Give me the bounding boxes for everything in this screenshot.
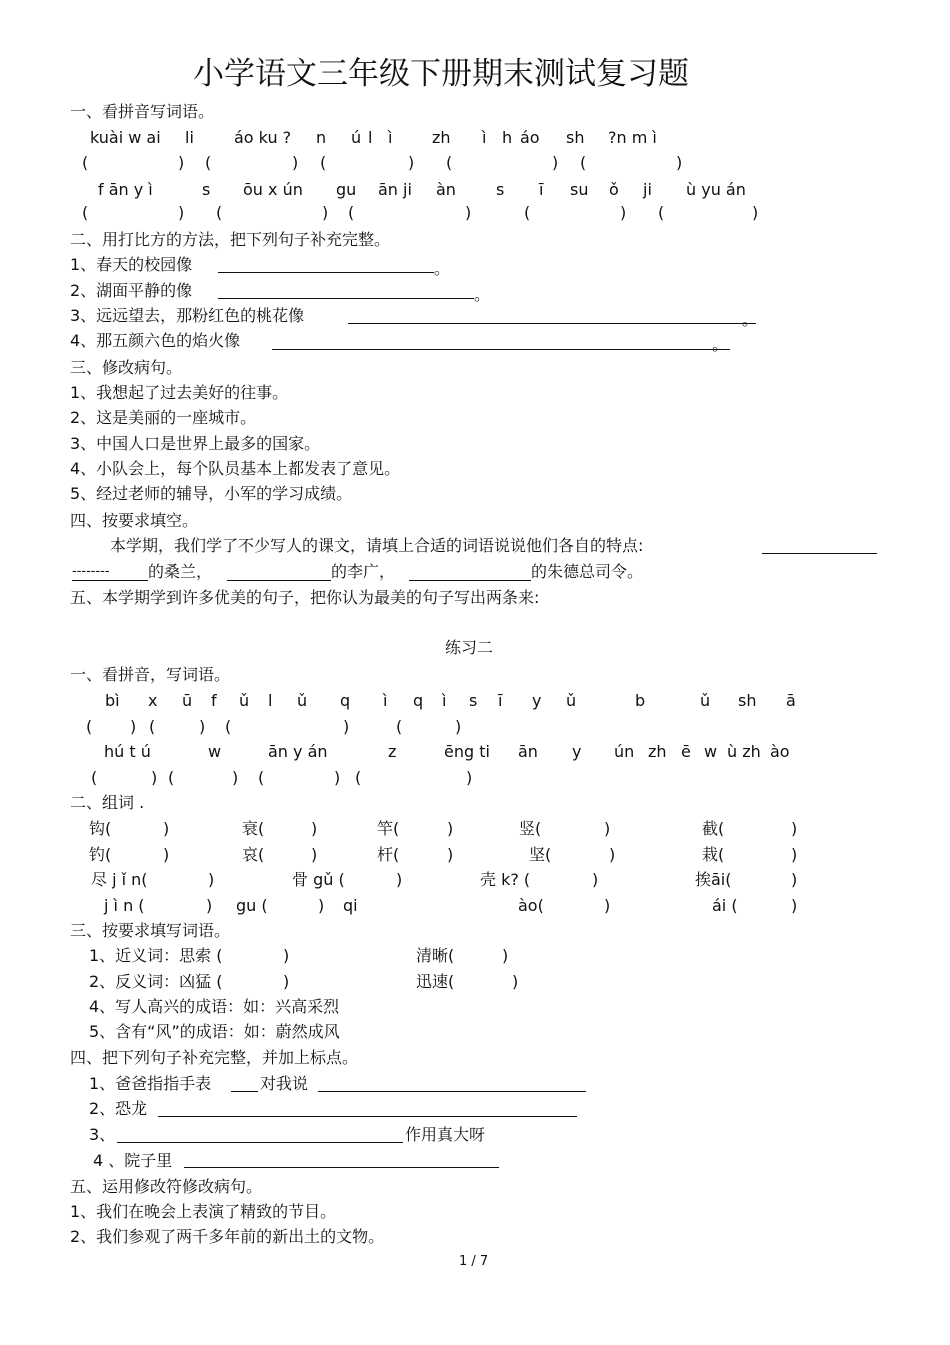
- paren: (: [225, 717, 232, 736]
- word-cell: ): [791, 845, 798, 864]
- answer-line: [409, 580, 531, 581]
- answer-line: [218, 298, 474, 299]
- word-cell: 挨āi(: [695, 870, 732, 889]
- page-title: 小学语文三年级下册期末测试复习题: [193, 56, 689, 92]
- pinyin: sh: [738, 691, 757, 710]
- answer-line: [227, 580, 331, 581]
- period: 。: [742, 310, 759, 329]
- pinyin: q: [340, 691, 351, 710]
- pinyin: w: [704, 742, 718, 761]
- word-cell: 坚(: [529, 845, 552, 864]
- word-cell: 竖(: [519, 819, 542, 838]
- section-heading: 五、本学期学到许多优美的句子，把你认为最美的句子写出两条来:: [70, 588, 540, 607]
- answer-line: [72, 580, 148, 581]
- pinyin: ān: [518, 742, 538, 761]
- pinyin: hú t ú: [104, 742, 151, 761]
- section-heading: 四、按要求填空。: [70, 511, 199, 530]
- pinyin: w: [208, 742, 222, 761]
- pinyin: ù zh: [727, 742, 761, 761]
- fill-text: 的朱德总司令。: [531, 562, 644, 581]
- pinyin: ē: [681, 742, 691, 761]
- word-cell: 栽(: [702, 845, 725, 864]
- answer-line: [318, 1091, 586, 1092]
- paren: ): [178, 203, 185, 222]
- section-heading: 二、用打比方的方法，把下列句子补充完整。: [70, 230, 391, 249]
- paren: ): [232, 768, 239, 787]
- pinyin: l: [368, 128, 373, 147]
- paren: (: [524, 203, 531, 222]
- paren: ): [283, 946, 290, 965]
- paren: (: [348, 203, 355, 222]
- pinyin: ǔ: [700, 691, 711, 710]
- pinyin: y: [572, 742, 582, 761]
- pinyin: q: [413, 691, 424, 710]
- section-heading: 五、运用修改符修改病句。: [70, 1177, 263, 1196]
- section-heading: 三、按要求填写词语。: [70, 921, 231, 940]
- pinyin: su: [570, 180, 589, 199]
- word-cell: qi: [343, 896, 358, 915]
- word-cell: 竿(: [377, 819, 400, 838]
- paren: (: [258, 768, 265, 787]
- word-cell: ): [208, 870, 215, 889]
- list-item: 1、近义词：思索 (: [89, 946, 223, 965]
- paren: ): [322, 203, 329, 222]
- pinyin: ōu x ún: [243, 180, 303, 199]
- paren: (: [82, 153, 89, 172]
- word-cell: ): [609, 845, 616, 864]
- answer-line: [158, 1116, 577, 1117]
- word-cell: ào(: [518, 896, 544, 915]
- pinyin: b: [635, 691, 646, 710]
- period: 。: [474, 285, 491, 304]
- list-item: 3、中国人口是世界上最多的国家。: [70, 434, 321, 453]
- pinyin: ào: [770, 742, 790, 761]
- word-cell: ): [396, 870, 403, 889]
- answer-line: [218, 272, 434, 273]
- word-cell: ): [791, 896, 798, 915]
- list-item: 2、反义词：凶猛 (: [89, 972, 223, 991]
- pinyin: n: [316, 128, 327, 147]
- paren: ): [455, 717, 462, 736]
- list-item: 2、这是美丽的一座城市。: [70, 408, 257, 427]
- list-item: 1、我们在晚会上表演了精致的节目。: [70, 1202, 337, 1221]
- dash-line: --------: [72, 564, 110, 579]
- word-cell: ): [163, 819, 170, 838]
- paren: ): [343, 717, 350, 736]
- paren: ): [178, 153, 185, 172]
- word-cell: ): [318, 896, 325, 915]
- page-number: 1 / 7: [459, 1254, 489, 1269]
- list-item: 4、小队会上，每个队员基本上都发表了意见。: [70, 459, 401, 478]
- list-item: 3、: [89, 1125, 116, 1144]
- pinyin: ān y án: [268, 742, 328, 761]
- word-cell: 截(: [702, 819, 725, 838]
- list-item: 5、经过老师的辅导，小军的学习成绩。: [70, 484, 353, 503]
- pinyin: z: [388, 742, 397, 761]
- word-cell: j ì n (: [104, 896, 145, 915]
- word-cell: 壳 k? (: [480, 870, 531, 889]
- paren: (: [86, 717, 93, 736]
- pinyin: y: [532, 691, 542, 710]
- pinyin: s: [469, 691, 478, 710]
- pinyin: ǔ: [297, 691, 308, 710]
- paren: (: [82, 203, 89, 222]
- paren: (: [91, 768, 98, 787]
- paren: ): [292, 153, 299, 172]
- list-item: 迅速(: [416, 972, 455, 991]
- paren: (: [205, 153, 212, 172]
- pinyin: àn: [436, 180, 456, 199]
- paren: ): [199, 717, 206, 736]
- pinyin: ēng ti: [444, 742, 490, 761]
- pinyin: zh: [432, 128, 451, 147]
- pinyin: sh: [566, 128, 585, 147]
- word-cell: ): [791, 870, 798, 889]
- word-cell: 哀(: [242, 845, 265, 864]
- paren: ): [408, 153, 415, 172]
- answer-line: [231, 1091, 258, 1092]
- paren: ): [502, 946, 509, 965]
- pinyin: ún: [614, 742, 635, 761]
- word-cell: gu (: [236, 896, 268, 915]
- word-cell: ): [311, 845, 318, 864]
- pinyin: s: [496, 180, 505, 199]
- word-cell: ): [447, 845, 454, 864]
- pinyin: ì: [442, 691, 447, 710]
- section-heading: 一、看拼音写词语。: [70, 102, 215, 121]
- word-cell: ): [604, 896, 611, 915]
- paren: (: [658, 203, 665, 222]
- list-item: 3、远远望去，那粉红色的桃花像: [70, 306, 305, 325]
- paren: ): [512, 972, 519, 991]
- list-item: 2、恐龙: [89, 1099, 148, 1118]
- pinyin: f: [211, 691, 217, 710]
- list-item: 4、写人高兴的成语：如：兴高采烈: [89, 997, 340, 1016]
- pinyin: ī: [539, 180, 544, 199]
- paren: (: [580, 153, 587, 172]
- list-item: 1、我想起了过去美好的往事。: [70, 383, 289, 402]
- list-item: 4、那五颜六色的焰火像: [70, 331, 241, 350]
- pinyin: s: [202, 180, 211, 199]
- pinyin: h: [502, 128, 513, 147]
- pinyin: f ān y ì: [98, 180, 153, 199]
- paren: ): [334, 768, 341, 787]
- pinyin: ǒ: [609, 180, 619, 199]
- section-heading: 二、组词 .: [70, 793, 145, 812]
- word-cell: ái (: [712, 896, 738, 915]
- word-cell: 衰(: [242, 819, 265, 838]
- section-heading: 一、看拼音，写词语。: [70, 665, 231, 684]
- pinyin: ān ji: [378, 180, 412, 199]
- answer-line: [184, 1167, 499, 1168]
- pinyin: ú: [351, 128, 362, 147]
- pinyin: ū: [182, 691, 193, 710]
- pinyin: ì: [383, 691, 388, 710]
- word-cell: 钓(: [89, 845, 112, 864]
- pinyin: kuài w ai: [90, 128, 161, 147]
- pinyin: l: [268, 691, 273, 710]
- list-item: 2、湖面平静的像: [70, 281, 193, 300]
- paren: ): [151, 768, 158, 787]
- paren: (: [446, 153, 453, 172]
- list-item: 4 、院子里: [93, 1151, 173, 1170]
- pinyin: ī: [498, 691, 503, 710]
- fill-text: 的桑兰，: [148, 562, 213, 581]
- word-cell: ): [163, 845, 170, 864]
- paren: ): [752, 203, 759, 222]
- pinyin: ù yu án: [686, 180, 746, 199]
- word-cell: 钩(: [89, 819, 112, 838]
- paren: (: [168, 768, 175, 787]
- pinyin: x: [148, 691, 158, 710]
- sub-title: 练习二: [445, 638, 494, 657]
- list-item: 1、爸爸指指手表: [89, 1074, 212, 1093]
- word-cell: ): [311, 819, 318, 838]
- paren: ): [466, 768, 473, 787]
- answer-line: [762, 553, 877, 554]
- pinyin: bì: [105, 691, 120, 710]
- paren: ): [130, 717, 137, 736]
- list-item: 5、含有“风”的成语：如：蔚然成风: [89, 1022, 340, 1041]
- section-heading: 三、修改病句。: [70, 358, 183, 377]
- paren: ): [552, 153, 559, 172]
- pinyin: zh: [648, 742, 667, 761]
- word-cell: ): [447, 819, 454, 838]
- pinyin: ǔ: [239, 691, 250, 710]
- pinyin: ā: [786, 691, 796, 710]
- pinyin: gu: [336, 180, 357, 199]
- pinyin: áo: [520, 128, 540, 147]
- paren: (: [320, 153, 327, 172]
- section-heading: 四、把下列句子补充完整，并加上标点。: [70, 1048, 359, 1067]
- list-item: 2、我们参观了两千多年前的新出土的文物。: [70, 1227, 385, 1246]
- list-item: 作用真大呀: [405, 1125, 486, 1144]
- word-cell: 尽 j ǐ n(: [91, 870, 148, 889]
- word-cell: ): [604, 819, 611, 838]
- word-cell: 杆(: [377, 845, 400, 864]
- word-cell: ): [791, 819, 798, 838]
- word-cell: ): [206, 896, 213, 915]
- paren: ): [465, 203, 472, 222]
- paren: (: [149, 717, 156, 736]
- pinyin: áo ku ?: [234, 128, 292, 147]
- pinyin: ji: [643, 180, 652, 199]
- word-cell: ): [592, 870, 599, 889]
- word-cell: 骨 gǔ (: [292, 870, 345, 889]
- paren: ): [620, 203, 627, 222]
- list-item: 清晰(: [416, 946, 455, 965]
- answer-line: [272, 349, 730, 350]
- paren: ): [676, 153, 683, 172]
- paren: (: [355, 768, 362, 787]
- pinyin: ì: [388, 128, 393, 147]
- paragraph: 本学期，我们学了不少写人的课文，请填上合适的词语说说他们各自的特点:: [110, 536, 644, 555]
- period: 。: [434, 259, 451, 278]
- pinyin: ǔ: [566, 691, 577, 710]
- pinyin: ?n m ì: [608, 128, 657, 147]
- pinyin: ì: [482, 128, 487, 147]
- paren: (: [216, 203, 223, 222]
- period: 。: [712, 335, 729, 354]
- paren: (: [396, 717, 403, 736]
- paren: ): [283, 972, 290, 991]
- pinyin: li: [185, 128, 194, 147]
- fill-text: 的李广，: [331, 562, 396, 581]
- answer-line: [117, 1142, 403, 1143]
- answer-line: [348, 323, 756, 324]
- list-item: 1、春天的校园像: [70, 255, 193, 274]
- list-item: 对我说: [260, 1074, 309, 1093]
